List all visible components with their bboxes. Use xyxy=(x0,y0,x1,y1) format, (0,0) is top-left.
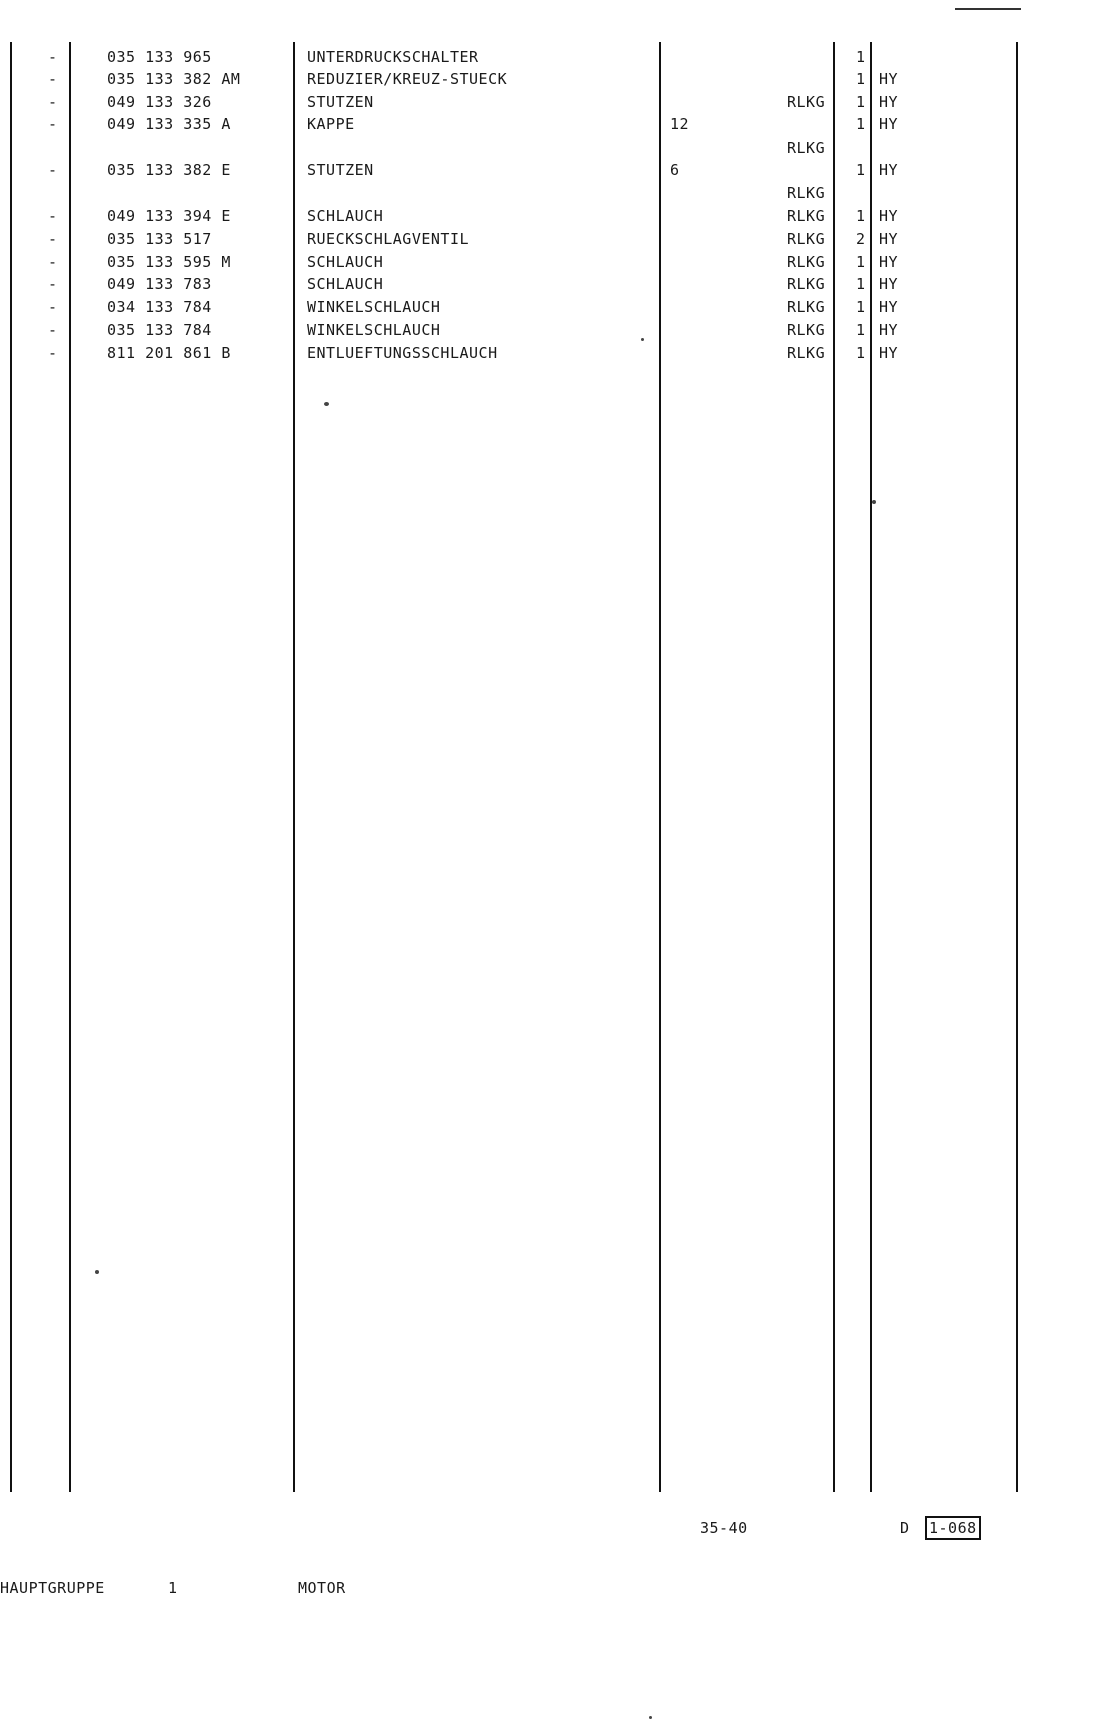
table-row xyxy=(0,273,1119,295)
part-description: WINKELSCHLAUCH xyxy=(307,298,441,316)
table-row xyxy=(0,137,1119,159)
table-row xyxy=(0,251,1119,273)
quantity: 1 xyxy=(856,93,866,111)
usage-code: RLKG xyxy=(787,207,826,225)
page-code: 1-068 xyxy=(925,1516,981,1540)
model-code: HY xyxy=(879,275,899,293)
part-number: 035 133 382 AM xyxy=(107,70,241,88)
usage-code: RLKG xyxy=(787,298,826,316)
part-description: SCHLAUCH xyxy=(307,207,384,225)
row-mark: - xyxy=(48,115,58,133)
scan-speck xyxy=(324,402,329,406)
part-description: STUTZEN xyxy=(307,93,374,111)
table-row xyxy=(0,113,1119,135)
top-rule xyxy=(955,8,1021,10)
row-mark: - xyxy=(48,275,58,293)
part-number: 035 133 965 xyxy=(107,48,212,66)
part-number: 035 133 382 E xyxy=(107,161,231,179)
part-description: RUECKSCHLAGVENTIL xyxy=(307,230,470,248)
part-description: SCHLAUCH xyxy=(307,275,384,293)
part-description: UNTERDRUCKSCHALTER xyxy=(307,48,479,66)
quantity: 1 xyxy=(856,298,866,316)
quantity: 1 xyxy=(856,115,866,133)
quantity: 1 xyxy=(856,253,866,271)
quantity: 1 xyxy=(856,161,866,179)
row-mark: - xyxy=(48,70,58,88)
quantity: 2 xyxy=(856,230,866,248)
row-mark: - xyxy=(48,253,58,271)
quantity: 1 xyxy=(856,207,866,225)
row-mark: - xyxy=(48,298,58,316)
quantity: 1 xyxy=(856,321,866,339)
usage-code: RLKG xyxy=(787,139,826,157)
model-code: HY xyxy=(879,115,899,133)
table-row xyxy=(0,159,1119,181)
row-mark: - xyxy=(48,321,58,339)
row-mark: - xyxy=(48,207,58,225)
part-description: STUTZEN xyxy=(307,161,374,179)
region-code: D xyxy=(900,1519,910,1537)
main-group-number: 1 xyxy=(168,1579,178,1597)
model-code: HY xyxy=(879,298,899,316)
main-group-name: MOTOR xyxy=(298,1579,346,1597)
part-number: 034 133 784 xyxy=(107,298,212,316)
row-mark: - xyxy=(48,344,58,362)
quantity: 1 xyxy=(856,48,866,66)
part-description: WINKELSCHLAUCH xyxy=(307,321,441,339)
scan-speck xyxy=(95,1270,99,1274)
quantity: 1 xyxy=(856,344,866,362)
table-row xyxy=(0,182,1119,204)
scan-speck xyxy=(641,338,644,341)
model-code: HY xyxy=(879,93,899,111)
main-group-label: HAUPTGRUPPE xyxy=(0,1579,105,1597)
part-number: 035 133 517 xyxy=(107,230,212,248)
part-number: 035 133 784 xyxy=(107,321,212,339)
model-code: HY xyxy=(879,321,899,339)
quantity: 1 xyxy=(856,70,866,88)
table-row xyxy=(0,46,1119,68)
model-code: HY xyxy=(879,161,899,179)
remark: 12 xyxy=(670,115,690,133)
part-description: KAPPE xyxy=(307,115,355,133)
usage-code: RLKG xyxy=(787,344,826,362)
part-description: ENTLUEFTUNGSSCHLAUCH xyxy=(307,344,498,362)
scan-speck xyxy=(872,500,876,504)
usage-code: RLKG xyxy=(787,93,826,111)
part-description: REDUZIER/KREUZ-STUECK xyxy=(307,70,508,88)
row-mark: - xyxy=(48,161,58,179)
part-number: 811 201 861 B xyxy=(107,344,231,362)
table-row xyxy=(0,205,1119,227)
table-row xyxy=(0,68,1119,90)
row-mark: - xyxy=(48,48,58,66)
model-code: HY xyxy=(879,70,899,88)
usage-code: RLKG xyxy=(787,230,826,248)
quantity: 1 xyxy=(856,275,866,293)
remark: 6 xyxy=(670,161,680,179)
usage-code: RLKG xyxy=(787,253,826,271)
model-code: HY xyxy=(879,230,899,248)
table-row xyxy=(0,228,1119,250)
row-mark: - xyxy=(48,93,58,111)
table-row xyxy=(0,296,1119,318)
table-row xyxy=(0,342,1119,364)
model-code: HY xyxy=(879,253,899,271)
usage-code: RLKG xyxy=(787,275,826,293)
row-mark: - xyxy=(48,230,58,248)
table-row xyxy=(0,319,1119,341)
part-number: 035 133 595 M xyxy=(107,253,231,271)
model-code: HY xyxy=(879,344,899,362)
usage-code: RLKG xyxy=(787,321,826,339)
page-range: 35-40 xyxy=(700,1519,748,1537)
model-code: HY xyxy=(879,207,899,225)
part-number: 049 133 326 xyxy=(107,93,212,111)
usage-code: RLKG xyxy=(787,184,826,202)
table-row xyxy=(0,91,1119,113)
part-description: SCHLAUCH xyxy=(307,253,384,271)
part-number: 049 133 394 E xyxy=(107,207,231,225)
part-number: 049 133 335 A xyxy=(107,115,231,133)
part-number: 049 133 783 xyxy=(107,275,212,293)
